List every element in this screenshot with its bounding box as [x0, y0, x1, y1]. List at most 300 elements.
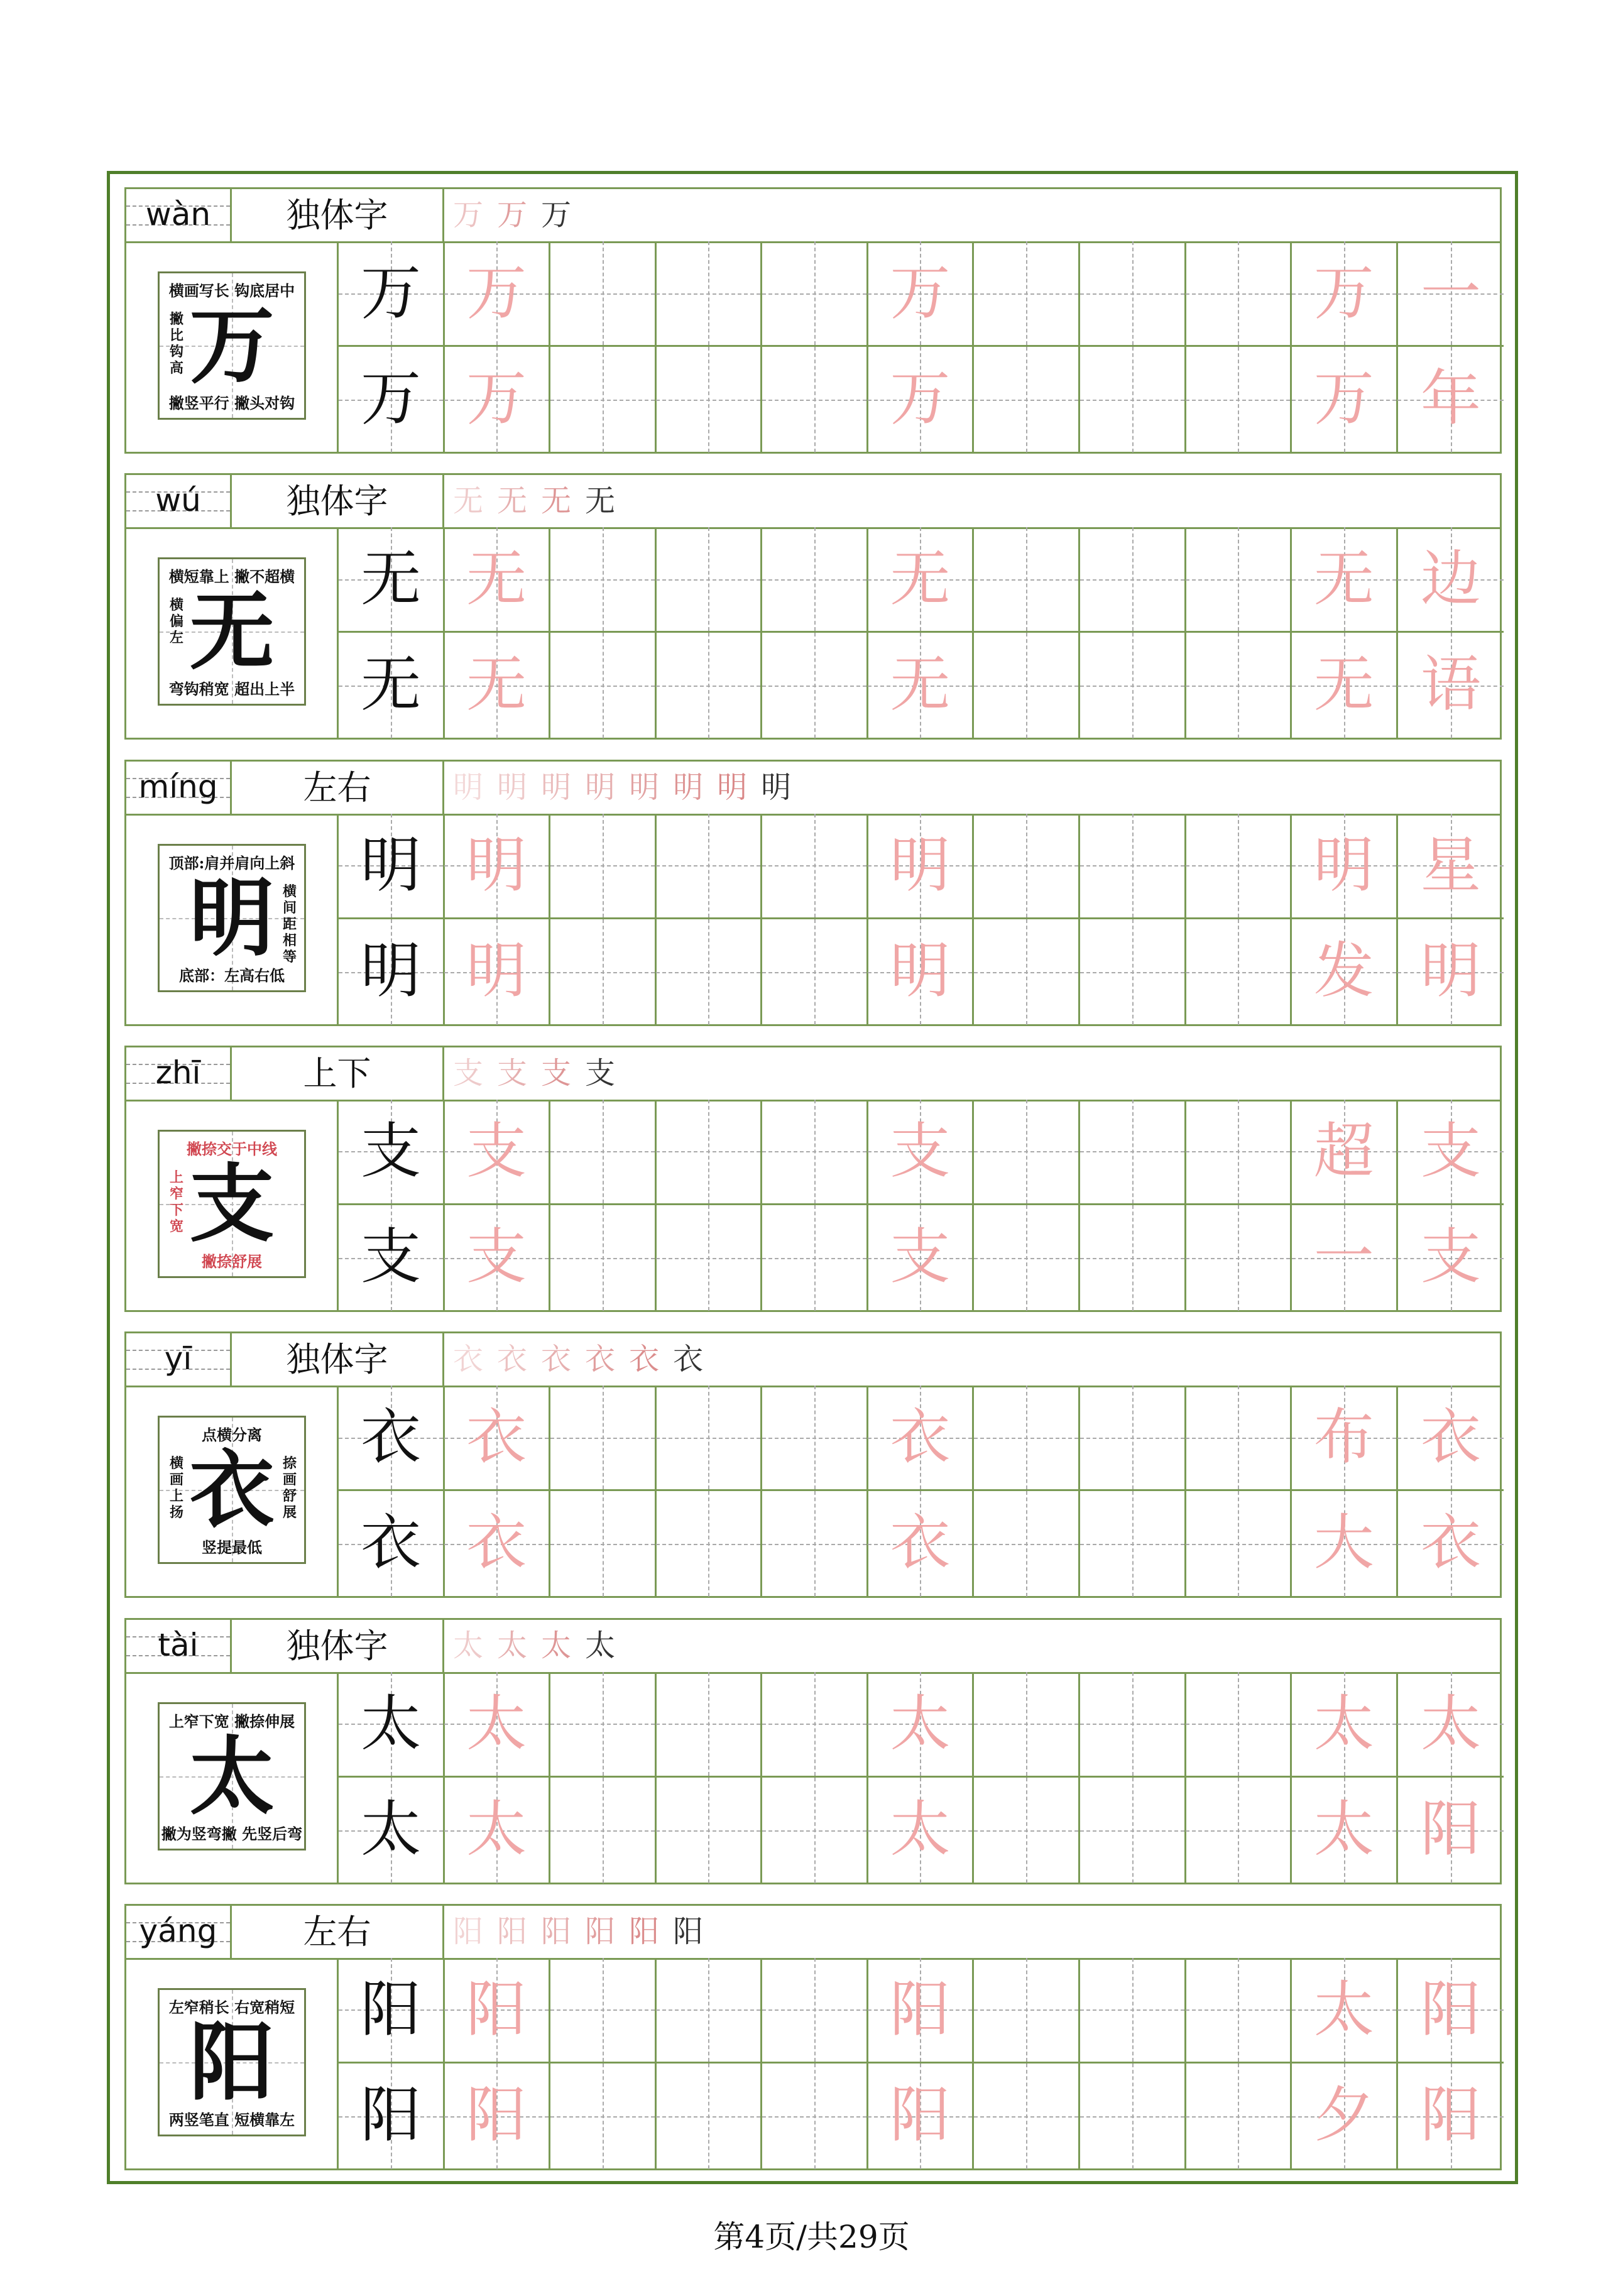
practice-cell[interactable]	[1080, 1958, 1186, 2064]
practice-cell[interactable]	[1080, 1778, 1186, 1883]
grid-guide-horizontal	[656, 972, 760, 973]
practice-cell[interactable]	[1292, 1491, 1398, 1597]
practice-cell[interactable]	[444, 2064, 550, 2169]
practice-cell[interactable]	[444, 1386, 550, 1491]
practice-cell[interactable]	[974, 1491, 1080, 1597]
practice-cell[interactable]	[444, 814, 550, 919]
practice-cell[interactable]	[656, 633, 762, 738]
grid-guide-horizontal	[656, 1544, 760, 1545]
trace-character: 支	[890, 1115, 951, 1186]
practice-cell[interactable]	[974, 2064, 1080, 2169]
practice-cell[interactable]	[1397, 1100, 1504, 1205]
grid-guide-horizontal	[974, 1258, 1078, 1259]
trace-character: 太	[1313, 1793, 1374, 1864]
practice-cell[interactable]	[1186, 1778, 1292, 1883]
note-top: 横短靠上 撇不超横	[168, 567, 295, 586]
practice-cell[interactable]	[550, 814, 657, 919]
practice-cell[interactable]	[762, 1672, 868, 1778]
practice-cell[interactable]	[868, 1386, 974, 1491]
practice-cell[interactable]	[444, 1778, 550, 1883]
practice-cell[interactable]	[550, 347, 657, 452]
practice-cell[interactable]	[656, 527, 762, 633]
practice-cell[interactable]	[550, 527, 657, 633]
practice-cell[interactable]	[550, 2064, 657, 2169]
stroke-step: 阳	[453, 1913, 484, 1949]
practice-cell[interactable]	[656, 347, 762, 452]
grid-guide-horizontal	[762, 1830, 866, 1832]
practice-cell[interactable]	[1397, 814, 1504, 919]
practice-cell[interactable]	[1080, 1491, 1186, 1597]
grid-guide-horizontal	[656, 400, 760, 401]
grid-guide-horizontal	[762, 686, 866, 687]
pinyin-cell	[126, 1333, 232, 1386]
stroke-step: 万	[453, 197, 484, 232]
trace-character: 明	[890, 935, 951, 1006]
trace-character: 衣	[466, 1507, 527, 1578]
practice-cell[interactable]	[1080, 814, 1186, 919]
trace-character: 无	[1313, 649, 1374, 720]
grid-guide-horizontal	[656, 865, 760, 866]
trace-character: 明	[1313, 829, 1374, 900]
practice-cell[interactable]	[868, 814, 974, 919]
trace-character: 支	[466, 1221, 527, 1292]
practice-cell[interactable]	[444, 1958, 550, 2064]
practice-cell[interactable]	[974, 1958, 1080, 2064]
practice-cell[interactable]	[1080, 919, 1186, 1025]
character-block	[124, 1331, 1502, 1598]
trace-character: 阳	[466, 1974, 527, 2045]
grid-guide-horizontal	[656, 1258, 760, 1259]
practice-cell[interactable]	[868, 633, 974, 738]
grid-guide-horizontal	[1080, 400, 1184, 401]
pinyin-cell	[126, 1620, 232, 1672]
model-character: 阳	[361, 2079, 421, 2150]
pinyin: wàn	[145, 196, 211, 232]
grid-guide-horizontal	[762, 2116, 866, 2118]
model-character-cell	[339, 1386, 445, 1491]
practice-cell[interactable]	[1397, 1778, 1504, 1883]
practice-cell[interactable]	[974, 814, 1080, 919]
stroke-step: 无	[541, 483, 572, 519]
model-character-cell	[339, 919, 445, 1025]
practice-cell[interactable]	[762, 633, 868, 738]
trace-character: 万	[1313, 258, 1374, 328]
trace-character: 太	[1313, 1688, 1374, 1759]
block-header	[126, 762, 1500, 816]
model-character: 衣	[361, 1402, 421, 1473]
stroke-step: 支	[585, 1055, 616, 1091]
stroke-step: 太	[585, 1627, 616, 1663]
note-top: 左窄稍长 右宽稍短	[168, 1998, 295, 2016]
trace-character: 太	[1313, 1974, 1374, 2045]
practice-cell[interactable]	[1186, 241, 1292, 347]
grid-guide-horizontal	[974, 2116, 1078, 2118]
practice-cell[interactable]	[550, 1100, 657, 1205]
practice-cell[interactable]	[656, 919, 762, 1025]
practice-cell[interactable]	[1186, 1386, 1292, 1491]
practice-cell[interactable]	[1292, 919, 1398, 1025]
practice-cell[interactable]	[974, 1100, 1080, 1205]
model-character: 无	[361, 544, 421, 615]
stroke-step: 明	[761, 769, 792, 805]
practice-cell[interactable]	[1292, 1205, 1398, 1311]
practice-cell[interactable]	[762, 241, 868, 347]
practice-cell[interactable]	[1397, 633, 1504, 738]
practice-cell[interactable]	[444, 527, 550, 633]
note-right: 横间距相等	[282, 883, 297, 965]
practice-cell[interactable]	[656, 1386, 762, 1491]
practice-cell[interactable]	[656, 1958, 762, 2064]
stroke-step: 太	[541, 1627, 572, 1663]
trace-character: 阳	[1420, 2079, 1481, 2150]
trace-character: 支	[466, 1115, 527, 1186]
practice-cell[interactable]	[550, 1672, 657, 1778]
grid-guide-horizontal	[656, 1151, 760, 1152]
practice-cell[interactable]	[1186, 1672, 1292, 1778]
character-block	[124, 187, 1502, 454]
trace-character: 阳	[466, 2079, 527, 2150]
practice-cell[interactable]	[1186, 2064, 1292, 2169]
trace-character: 万	[890, 363, 951, 434]
practice-cell[interactable]	[1186, 347, 1292, 452]
pinyin-cell	[126, 189, 232, 241]
practice-cell[interactable]	[444, 241, 550, 347]
grid-guide-horizontal	[550, 1544, 655, 1545]
practice-cell[interactable]	[1186, 527, 1292, 633]
note-top: 横画写长 钩底居中	[168, 282, 295, 300]
practice-cell[interactable]	[550, 1386, 657, 1491]
grid-guide-horizontal	[550, 400, 655, 401]
practice-cell[interactable]	[656, 814, 762, 919]
annotated-character: 阳	[189, 2011, 275, 2112]
stroke-step: 衣	[497, 1342, 528, 1377]
practice-cell[interactable]	[1292, 2064, 1398, 2169]
practice-cell[interactable]	[1397, 241, 1504, 347]
practice-cell[interactable]	[1186, 1491, 1292, 1597]
trace-character: 阳	[890, 1974, 951, 2045]
trace-character: 无	[466, 649, 527, 720]
model-character-cell	[339, 1958, 445, 2064]
grid-guide-horizontal	[762, 865, 866, 866]
practice-cell[interactable]	[1292, 1672, 1398, 1778]
grid-guide-horizontal	[550, 579, 655, 581]
practice-cell[interactable]	[974, 633, 1080, 738]
grid-guide-horizontal	[1080, 1724, 1184, 1725]
annotated-character: 支	[189, 1153, 275, 1254]
trace-character: 阳	[1420, 1793, 1481, 1864]
practice-cell[interactable]	[1186, 633, 1292, 738]
practice-cell[interactable]	[550, 1205, 657, 1311]
practice-cell[interactable]	[868, 1491, 974, 1597]
stroke-step: 阳	[629, 1913, 660, 1949]
practice-cell[interactable]	[868, 2064, 974, 2169]
practice-cell[interactable]	[868, 919, 974, 1025]
practice-cell[interactable]	[1397, 347, 1504, 452]
practice-cell[interactable]	[1080, 1386, 1186, 1491]
pinyin: zhī	[155, 1054, 201, 1091]
grid-guide-horizontal	[1186, 865, 1290, 866]
trace-character: 衣	[466, 1402, 527, 1473]
model-character: 太	[361, 1688, 421, 1759]
practice-cell[interactable]	[444, 1205, 550, 1311]
character-block	[124, 1904, 1502, 2170]
stroke-step: 太	[497, 1627, 528, 1663]
practice-cell[interactable]	[1397, 1491, 1504, 1597]
note-bottom: 撇捺舒展	[202, 1252, 262, 1271]
practice-cell[interactable]	[1080, 347, 1186, 452]
practice-cell[interactable]	[1080, 1205, 1186, 1311]
note-top: 点横分离	[202, 1426, 262, 1445]
block-header	[126, 1047, 1500, 1102]
grid-guide-horizontal	[656, 293, 760, 295]
practice-cell[interactable]	[1292, 633, 1398, 738]
stroke-step: 明	[497, 769, 528, 805]
annotated-character: 明	[189, 867, 275, 968]
practice-cell[interactable]	[1186, 1205, 1292, 1311]
guide-panel	[126, 527, 339, 738]
grid-guide-horizontal	[550, 1830, 655, 1832]
practice-cell[interactable]	[1397, 1958, 1504, 2064]
trace-character: 一	[1420, 258, 1481, 328]
stroke-step: 明	[717, 769, 748, 805]
practice-cell[interactable]	[1080, 1100, 1186, 1205]
note-left: 上窄下宽	[169, 1169, 183, 1235]
practice-cell[interactable]	[974, 1386, 1080, 1491]
practice-cell[interactable]	[656, 1672, 762, 1778]
model-character-cell	[339, 1100, 445, 1205]
practice-cell[interactable]	[1292, 1100, 1398, 1205]
model-character-cell	[339, 1205, 445, 1311]
grid-guide-horizontal	[1186, 579, 1290, 581]
trace-character: 无	[466, 544, 527, 615]
trace-character: 万	[466, 258, 527, 328]
practice-cell[interactable]	[762, 814, 868, 919]
annotated-character-box	[158, 844, 306, 992]
note-bottom: 撇为竖弯撇 先竖后弯	[161, 1824, 303, 1843]
guide-panel	[126, 1958, 339, 2168]
practice-cell[interactable]	[656, 1100, 762, 1205]
grid-guide-horizontal	[550, 686, 655, 687]
practice-cell[interactable]	[1080, 527, 1186, 633]
trace-character: 万	[466, 363, 527, 434]
stroke-step: 衣	[585, 1342, 616, 1377]
practice-cell[interactable]	[868, 241, 974, 347]
practice-cell[interactable]	[868, 527, 974, 633]
practice-cell[interactable]	[1080, 241, 1186, 347]
annotated-character-box	[158, 1988, 306, 2136]
grid-guide-horizontal	[550, 1151, 655, 1152]
structure-label: 左右	[232, 1906, 444, 1958]
practice-cell[interactable]	[1292, 347, 1398, 452]
practice-cell[interactable]	[1397, 919, 1504, 1025]
structure-label: 左右	[232, 762, 444, 814]
practice-cell[interactable]	[1292, 1778, 1398, 1883]
grid-guide-horizontal	[1186, 686, 1290, 687]
annotated-character-box	[158, 1416, 306, 1564]
grid-guide-horizontal	[1186, 972, 1290, 973]
practice-cell[interactable]	[974, 347, 1080, 452]
grid-guide-horizontal	[656, 1438, 760, 1439]
practice-cell[interactable]	[762, 1205, 868, 1311]
practice-cell[interactable]	[868, 1958, 974, 2064]
model-character: 阳	[361, 1974, 421, 2045]
guide-panel	[126, 1672, 339, 1883]
grid-guide-horizontal	[550, 1438, 655, 1439]
practice-cell[interactable]	[974, 919, 1080, 1025]
practice-cell[interactable]	[550, 1778, 657, 1883]
grid-guide-horizontal	[762, 1724, 866, 1725]
practice-cell[interactable]	[762, 1386, 868, 1491]
stroke-order	[453, 1333, 717, 1386]
grid-guide-horizontal	[974, 1151, 1078, 1152]
note-bottom: 竖提最低	[202, 1538, 262, 1557]
practice-cell[interactable]	[444, 1100, 550, 1205]
practice-cell[interactable]	[1080, 633, 1186, 738]
practice-cell[interactable]	[1292, 814, 1398, 919]
practice-cell[interactable]	[1397, 1205, 1504, 1311]
practice-cell[interactable]	[444, 347, 550, 452]
practice-cell[interactable]	[974, 1672, 1080, 1778]
practice-cell[interactable]	[1397, 1672, 1504, 1778]
practice-cell[interactable]	[974, 1778, 1080, 1883]
practice-cell[interactable]	[656, 241, 762, 347]
pinyin-cell	[126, 475, 232, 527]
practice-cell[interactable]	[868, 1778, 974, 1883]
stroke-step: 明	[585, 769, 616, 805]
practice-cell[interactable]	[1186, 1958, 1292, 2064]
model-character-cell	[339, 1778, 445, 1883]
trace-character: 支	[890, 1221, 951, 1292]
model-character: 太	[361, 1793, 421, 1864]
trace-character: 衣	[890, 1402, 951, 1473]
grid-guide-horizontal	[1080, 1830, 1184, 1832]
practice-cell[interactable]	[1292, 527, 1398, 633]
practice-cell[interactable]	[444, 919, 550, 1025]
trace-character: 太	[466, 1793, 527, 1864]
stroke-order	[453, 1047, 629, 1100]
grid-guide-horizontal	[974, 579, 1078, 581]
grid-guide-horizontal	[762, 972, 866, 973]
practice-cell[interactable]	[762, 1491, 868, 1597]
stroke-step: 明	[629, 769, 660, 805]
practice-cell[interactable]	[868, 347, 974, 452]
grid-guide-horizontal	[974, 972, 1078, 973]
grid-guide-horizontal	[762, 293, 866, 295]
practice-cell[interactable]	[550, 241, 657, 347]
note-left: 横偏左	[169, 597, 183, 647]
grid-guide-horizontal	[1080, 686, 1184, 687]
practice-cell[interactable]	[550, 633, 657, 738]
practice-cell[interactable]	[762, 1958, 868, 2064]
stroke-order	[453, 1620, 629, 1672]
note-top: 上窄下宽 撇捺伸展	[168, 1712, 295, 1730]
practice-cell[interactable]	[1186, 919, 1292, 1025]
pinyin: wú	[155, 482, 201, 519]
practice-cell[interactable]	[444, 1491, 550, 1597]
guide-panel	[126, 814, 339, 1024]
guide-panel	[126, 241, 339, 452]
pinyin: tài	[158, 1626, 199, 1663]
grid-guide-horizontal	[550, 1724, 655, 1725]
grid-guide-horizontal	[762, 400, 866, 401]
practice-cell[interactable]	[1397, 527, 1504, 633]
practice-cell[interactable]	[444, 633, 550, 738]
grid-guide-horizontal	[1080, 1151, 1184, 1152]
practice-cell[interactable]	[1186, 1100, 1292, 1205]
practice-cell[interactable]	[656, 1778, 762, 1883]
grid-guide-horizontal	[550, 2116, 655, 2118]
practice-cell[interactable]	[868, 1205, 974, 1311]
practice-cell[interactable]	[762, 1778, 868, 1883]
practice-cell[interactable]	[1292, 1386, 1398, 1491]
practice-cell[interactable]	[762, 2064, 868, 2169]
trace-character: 太	[1420, 1688, 1481, 1759]
model-character-cell	[339, 347, 445, 452]
model-character: 明	[361, 829, 421, 900]
practice-cell[interactable]	[550, 1958, 657, 2064]
grid-guide-horizontal	[762, 2009, 866, 2011]
stroke-step: 太	[453, 1627, 484, 1663]
practice-cell[interactable]	[762, 347, 868, 452]
practice-cell[interactable]	[974, 1205, 1080, 1311]
trace-character: 超	[1313, 1115, 1374, 1186]
character-block	[124, 1046, 1502, 1312]
annotated-character: 衣	[189, 1440, 275, 1540]
block-header	[126, 1333, 1500, 1387]
guide-panel	[126, 1386, 339, 1596]
stroke-step: 明	[673, 769, 704, 805]
model-character-cell	[339, 1672, 445, 1778]
practice-cell[interactable]	[868, 1672, 974, 1778]
practice-cell[interactable]	[1292, 1958, 1398, 2064]
stroke-step: 支	[541, 1055, 572, 1091]
practice-cell[interactable]	[762, 1100, 868, 1205]
practice-cell[interactable]	[1080, 2064, 1186, 2169]
practice-cell[interactable]	[1397, 2064, 1504, 2169]
practice-cell[interactable]	[762, 919, 868, 1025]
practice-cell[interactable]	[656, 1491, 762, 1597]
trace-character: 阳	[1420, 1974, 1481, 2045]
grid-guide-horizontal	[656, 579, 760, 581]
practice-cell[interactable]	[444, 1672, 550, 1778]
grid-guide-horizontal	[762, 1544, 866, 1545]
model-character-cell	[339, 2064, 445, 2169]
trace-character: 阳	[890, 2079, 951, 2150]
annotated-character-box	[158, 1702, 306, 1850]
grid-guide-horizontal	[1186, 1724, 1290, 1725]
practice-cell[interactable]	[974, 241, 1080, 347]
practice-cell[interactable]	[762, 527, 868, 633]
practice-cell[interactable]	[656, 2064, 762, 2169]
pinyin: míng	[138, 768, 218, 805]
grid-guide-horizontal	[656, 686, 760, 687]
practice-cell[interactable]	[1186, 814, 1292, 919]
grid-guide-horizontal	[974, 865, 1078, 866]
practice-cell[interactable]	[868, 1100, 974, 1205]
trace-character: 万	[890, 258, 951, 328]
grid-guide-horizontal	[656, 1724, 760, 1725]
practice-cell[interactable]	[1292, 241, 1398, 347]
grid-guide-horizontal	[1186, 1544, 1290, 1545]
practice-cell[interactable]	[1080, 1672, 1186, 1778]
practice-cell[interactable]	[550, 919, 657, 1025]
grid-guide-horizontal	[974, 1438, 1078, 1439]
practice-cell[interactable]	[656, 1205, 762, 1311]
trace-character: 衣	[1420, 1507, 1481, 1578]
practice-cell[interactable]	[550, 1491, 657, 1597]
practice-cell[interactable]	[1397, 1386, 1504, 1491]
practice-cell[interactable]	[974, 527, 1080, 633]
